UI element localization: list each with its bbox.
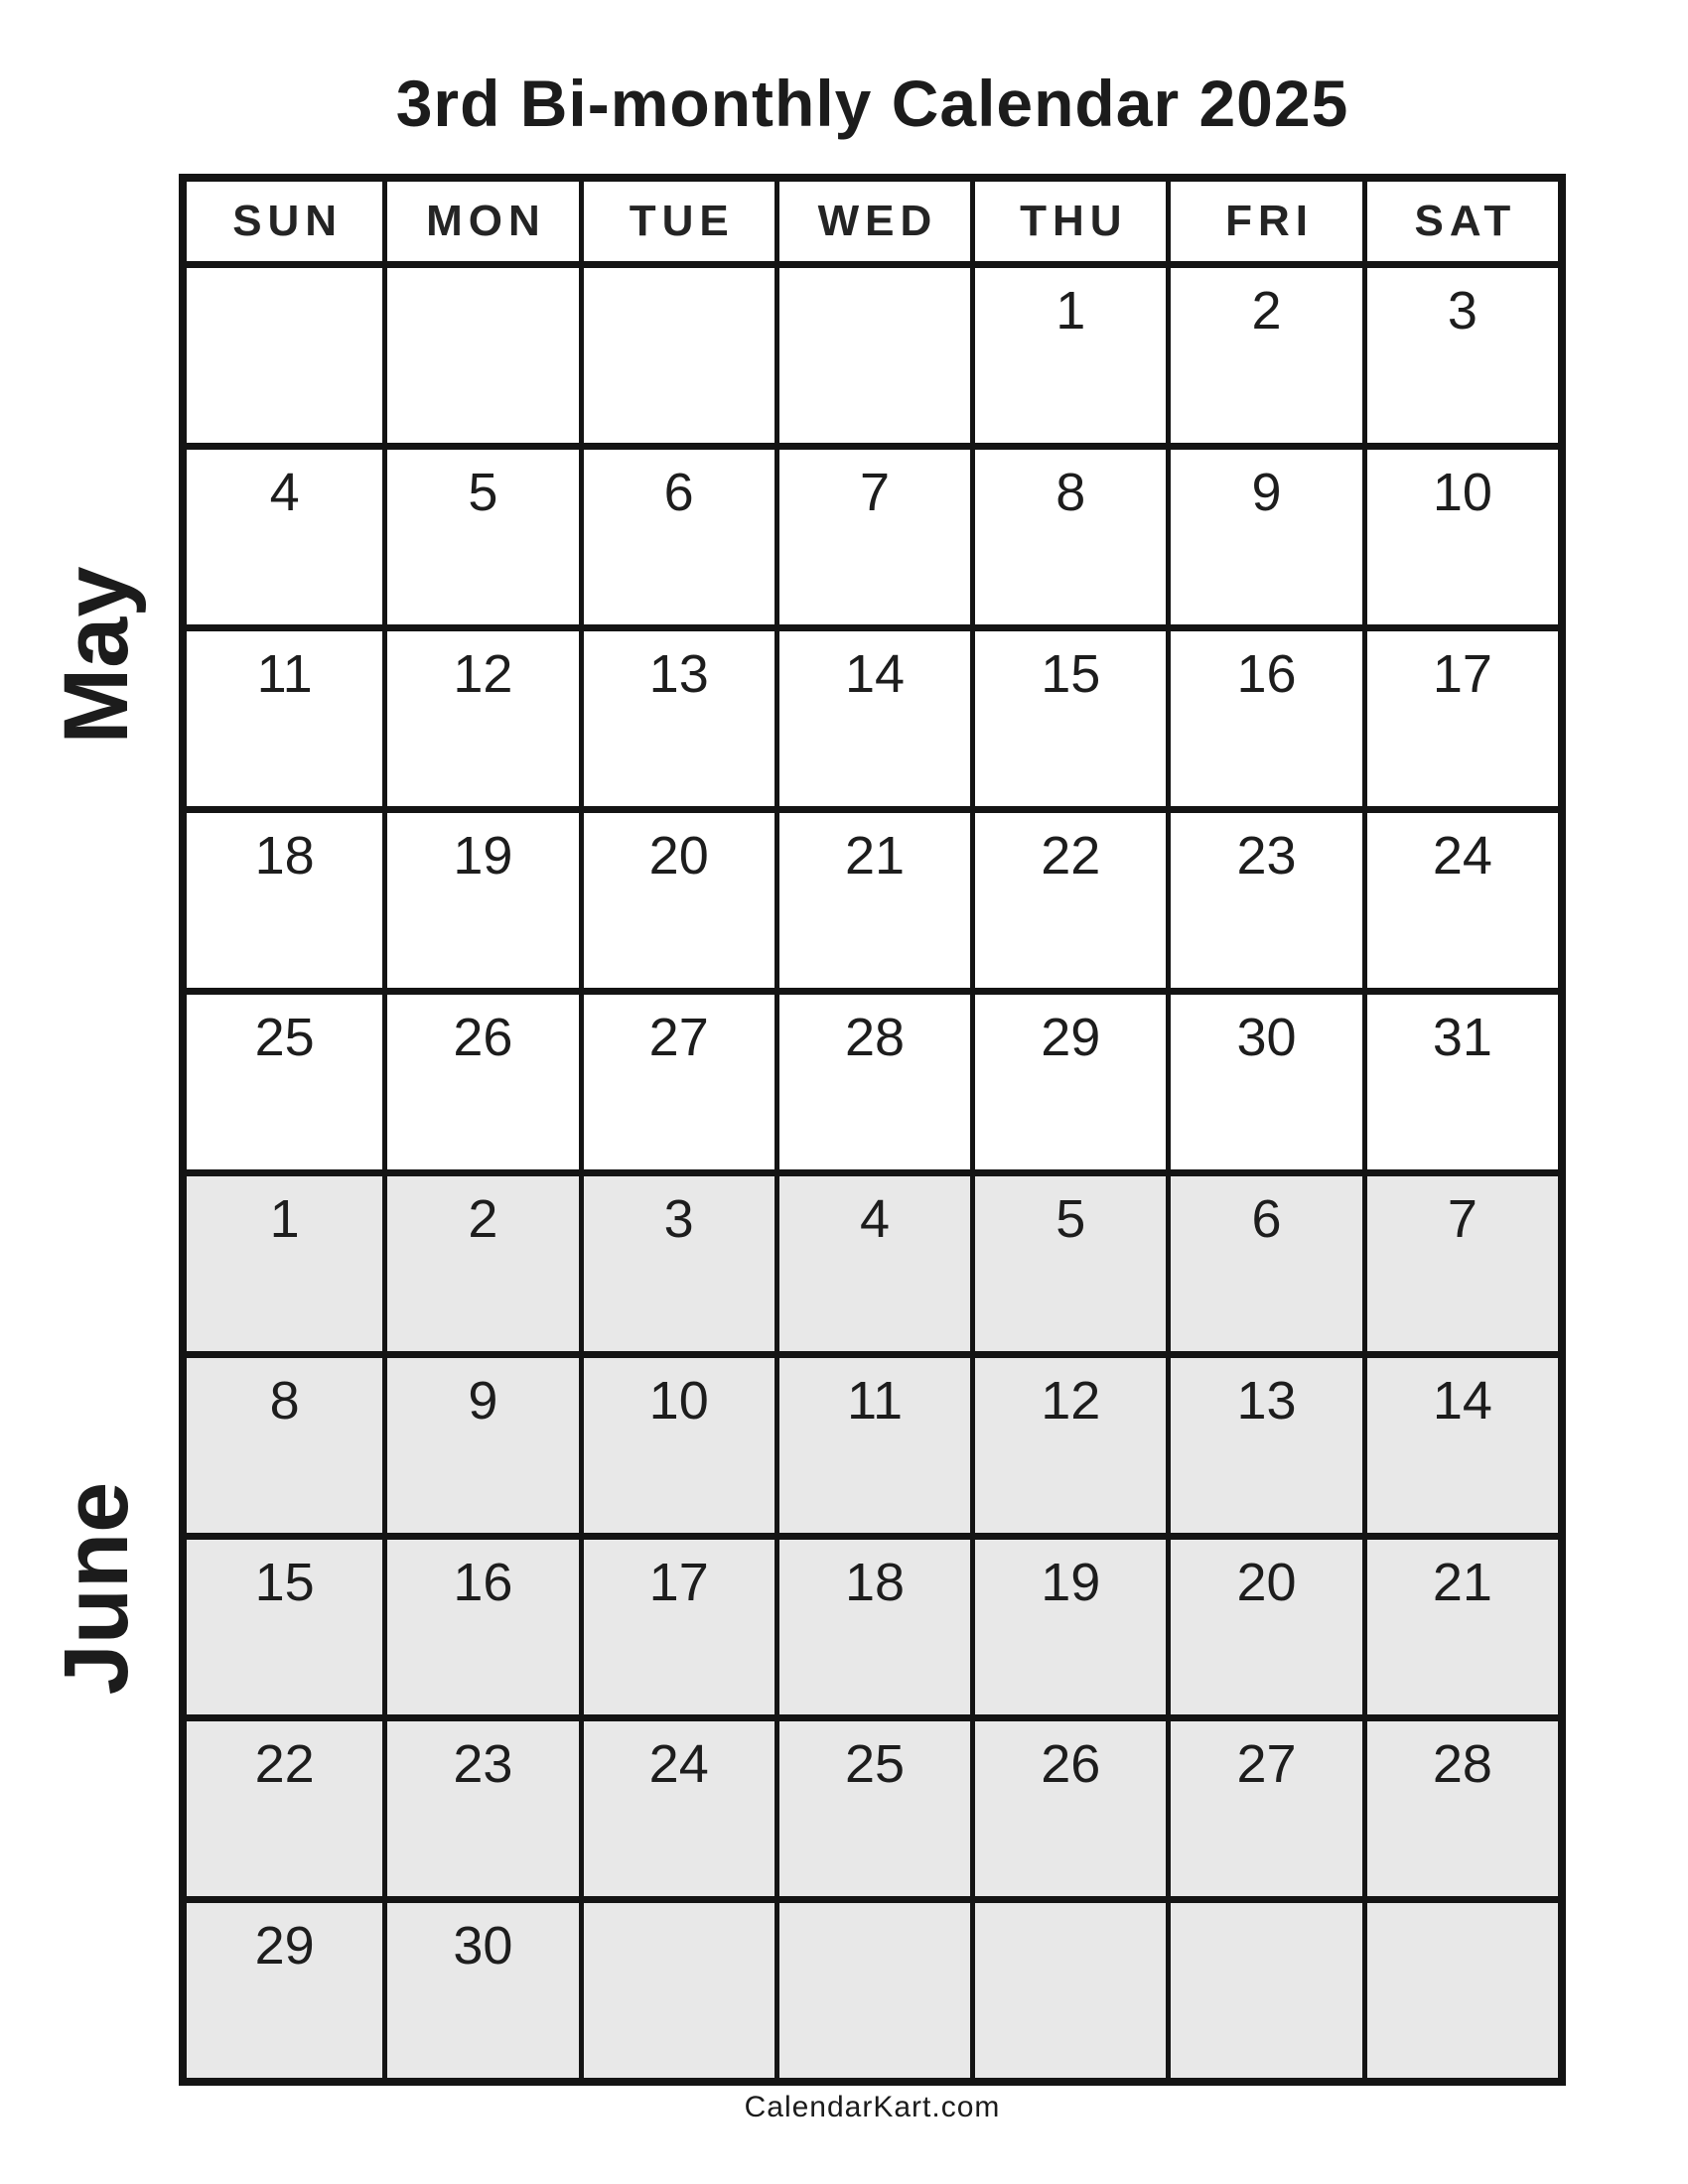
dow-header-tue: TUE: [579, 182, 774, 261]
dow-header-mon: MON: [382, 182, 578, 261]
may-day-cell: 26: [382, 988, 578, 1169]
may-day-cell: 29: [970, 988, 1166, 1169]
june-day-cell: 12: [970, 1351, 1166, 1533]
dow-header-fri: FRI: [1166, 182, 1361, 261]
june-day-cell: 23: [382, 1714, 578, 1896]
may-day-cell: 11: [187, 624, 382, 806]
may-day-cell: 31: [1362, 988, 1558, 1169]
may-day-cell: 2: [1166, 261, 1361, 443]
june-day-cell: 21: [1362, 1533, 1558, 1714]
dow-header-sun: SUN: [232, 197, 344, 245]
may-day-cell: 7: [774, 443, 970, 624]
june-day-cell: [970, 1896, 1166, 2078]
may-day-cell: 28: [774, 988, 970, 1169]
june-day-cell: 11: [774, 1351, 970, 1533]
may-day-cell: 13: [579, 624, 774, 806]
may-day-cell: 15: [970, 624, 1166, 806]
page-title: 3rd Bi-monthly Calendar 2025: [395, 67, 1349, 140]
june-day-cell: 15: [187, 1533, 382, 1714]
may-day-cell: 12: [382, 624, 578, 806]
may-day-cell: 30: [1166, 988, 1361, 1169]
june-day-cell: 19: [970, 1533, 1166, 1714]
footer-brand: CalendarKart.com: [744, 2091, 1001, 2123]
june-day-cell: 27: [1166, 1714, 1361, 1896]
may-day-cell: 25: [187, 988, 382, 1169]
may-day-cell: 16: [1166, 624, 1361, 806]
june-day-cell: 30: [382, 1896, 578, 2078]
june-day-cell: 25: [774, 1714, 970, 1896]
dow-header-sat: SAT: [1362, 182, 1558, 261]
june-day-cell: 8: [187, 1351, 382, 1533]
june-day-cell: 26: [970, 1714, 1166, 1896]
may-day-cell: 21: [774, 806, 970, 988]
june-day-cell: [579, 1896, 774, 2078]
june-day-cell: 29: [187, 1896, 382, 2078]
june-day-cell: [1362, 1896, 1558, 2078]
june-day-cell: 17: [579, 1533, 774, 1714]
june-day-cell: 13: [1166, 1351, 1361, 1533]
june-day-cell: 10: [579, 1351, 774, 1533]
may-day-cell: 17: [1362, 624, 1558, 806]
june-day-cell: 22: [187, 1714, 382, 1896]
may-day-cell: 20: [579, 806, 774, 988]
june-label: June: [46, 1481, 147, 1696]
dow-header-thu: THU: [970, 182, 1166, 261]
june-day-cell: 1: [187, 1169, 382, 1351]
may-day-cell: 23: [1166, 806, 1361, 988]
june-day-cell: [774, 1896, 970, 2078]
may-day-cell: [579, 261, 774, 443]
june-day-cell: 2: [382, 1169, 578, 1351]
may-day-cell: 8: [970, 443, 1166, 624]
may-day-cell: 24: [1362, 806, 1558, 988]
may-day-cell: 6: [579, 443, 774, 624]
june-day-cell: 4: [774, 1169, 970, 1351]
may-day-cell: 4: [187, 443, 382, 624]
may-day-cell: 9: [1166, 443, 1361, 624]
june-day-cell: 16: [382, 1533, 578, 1714]
june-day-cell: 3: [579, 1169, 774, 1351]
may-day-cell: 10: [1362, 443, 1558, 624]
june-day-cell: [1166, 1896, 1361, 2078]
june-day-cell: 24: [579, 1714, 774, 1896]
may-day-cell: 1: [970, 261, 1166, 443]
may-day-cell: 19: [382, 806, 578, 988]
june-day-cell: 7: [1362, 1169, 1558, 1351]
may-label: May: [46, 566, 147, 745]
june-day-cell: 28: [1362, 1714, 1558, 1896]
june-day-cell: 6: [1166, 1169, 1361, 1351]
calendar-grid: [179, 174, 1566, 2086]
may-day-cell: 14: [774, 624, 970, 806]
may-day-cell: 3: [1362, 261, 1558, 443]
may-day-cell: [382, 261, 578, 443]
may-day-cell: [187, 261, 382, 443]
may-day-cell: 22: [970, 806, 1166, 988]
may-day-cell: 18: [187, 806, 382, 988]
dow-header-wed: WED: [774, 182, 970, 261]
june-day-cell: 20: [1166, 1533, 1361, 1714]
may-day-cell: [774, 261, 970, 443]
may-day-cell: 27: [579, 988, 774, 1169]
june-day-cell: 14: [1362, 1351, 1558, 1533]
may-day-cell: 5: [382, 443, 578, 624]
june-day-cell: 18: [774, 1533, 970, 1714]
june-day-cell: 9: [382, 1351, 578, 1533]
june-day-cell: 5: [970, 1169, 1166, 1351]
